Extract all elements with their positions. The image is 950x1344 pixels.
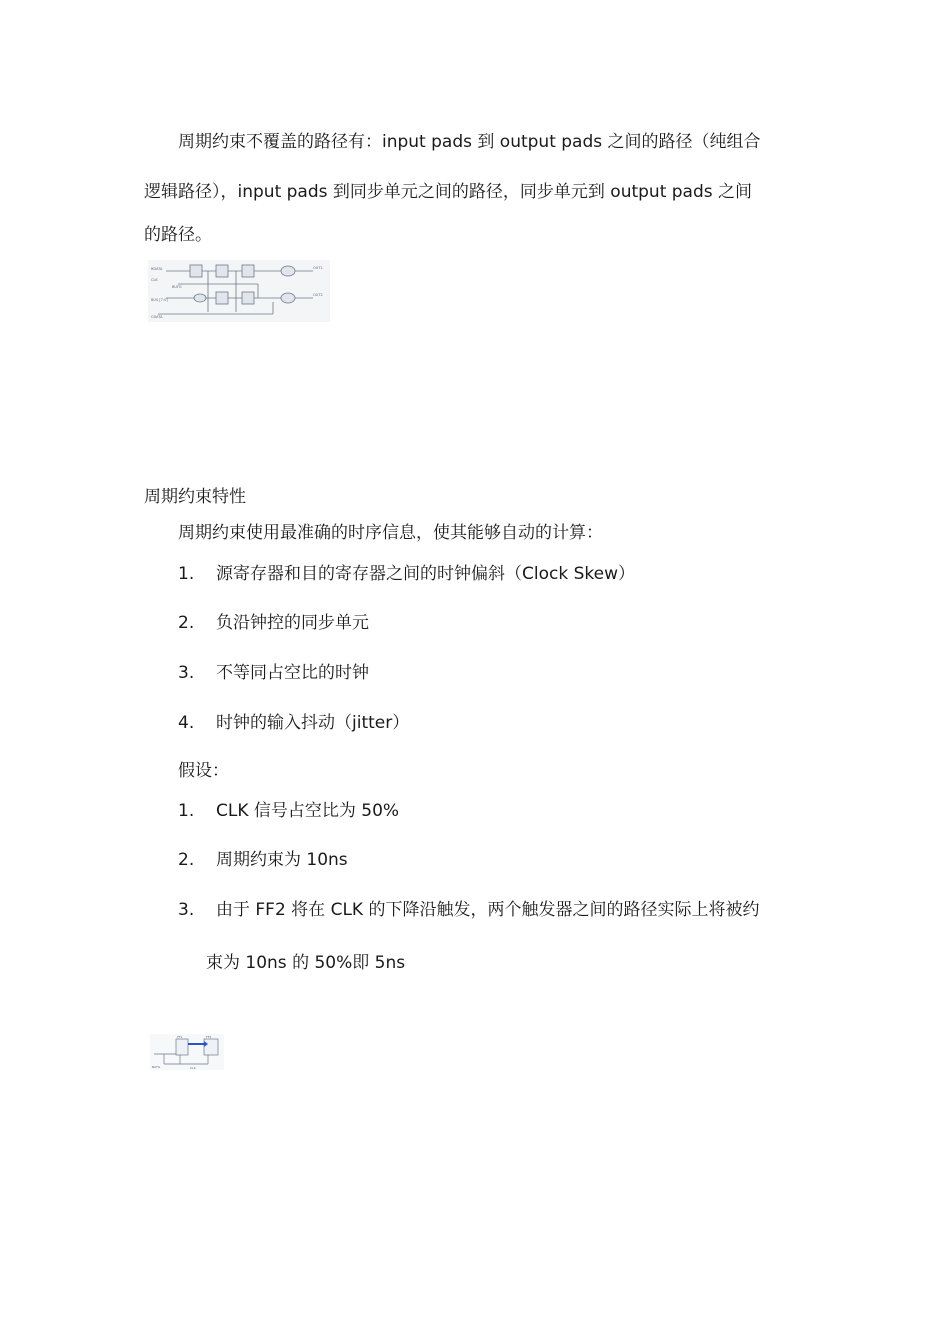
assume-heading: 假设： <box>178 761 229 781</box>
list-item-text: 负沿钟控的同步单元 <box>216 613 369 633</box>
list-item <box>178 608 369 633</box>
list-item <box>178 559 635 584</box>
list-item-text: 由于 FF2 将在 CLK 的下降沿触发，两个触发器之间的路径实际上将被约 <box>216 900 760 920</box>
list-item-number: 3. <box>178 900 195 920</box>
list-item-text: 源寄存器和目的寄存器之间的时钟偏斜（Clock Skew） <box>216 564 635 584</box>
list-item-number: 2. <box>178 850 195 870</box>
schematic-figure-1 <box>148 260 330 322</box>
list-item-number: 4. <box>178 713 195 733</box>
list-item-continuation: 束为 10ns 的 50%即 5ns <box>206 953 406 973</box>
section-lead: 周期约束使用最准确的时序信息，使其能够自动的计算： <box>178 523 603 543</box>
list-item <box>178 708 409 733</box>
list-item <box>178 658 369 683</box>
fig1-label-bus: BUS [7:0] <box>151 298 168 302</box>
list-item <box>178 845 348 870</box>
fig2-label-clk: CLK <box>190 1066 196 1070</box>
fig1-label-out2: OUT2 <box>313 293 323 297</box>
list-item-text: 不等同占空比的时钟 <box>216 663 369 683</box>
fig1-label-out1: OUT1 <box>313 266 323 270</box>
fig1-label-clk: CLK <box>151 278 158 282</box>
section-heading: 周期约束特性 <box>144 487 246 507</box>
fig2-label-ff2: FF2 <box>206 1035 212 1039</box>
fig1-label-bufg: BUFG <box>172 285 182 289</box>
list-item-text: 时钟的输入抖动（jitter） <box>216 713 410 733</box>
list-item-number: 3. <box>178 663 195 683</box>
intro-line-3: 的路径。 <box>144 225 212 245</box>
list-item-number: 1. <box>178 564 195 584</box>
list-item-text: 周期约束为 10ns <box>216 850 348 870</box>
fig1-label-cdata: CDATA <box>151 315 163 319</box>
flipflop-figure-2 <box>150 1034 224 1070</box>
list-item <box>178 895 759 920</box>
fig2-label-ff1: FF1 <box>177 1035 183 1039</box>
list-item-number: 1. <box>178 801 195 821</box>
intro-line-2: 逻辑路径），input pads 到同步单元之间的路径，同步单元到 output pads 之间 <box>144 182 753 202</box>
fig1-label-rdata: RDATA <box>151 267 163 271</box>
list-item <box>178 796 399 821</box>
intro-line-1: 周期约束不覆盖的路径有：input pads 到 output pads 之间的路径（纯组合 <box>178 132 761 152</box>
list-item-number: 2. <box>178 613 195 633</box>
list-item-text: CLK 信号占空比为 50% <box>216 801 400 821</box>
fig2-label-bufg: BUFG <box>152 1065 161 1069</box>
